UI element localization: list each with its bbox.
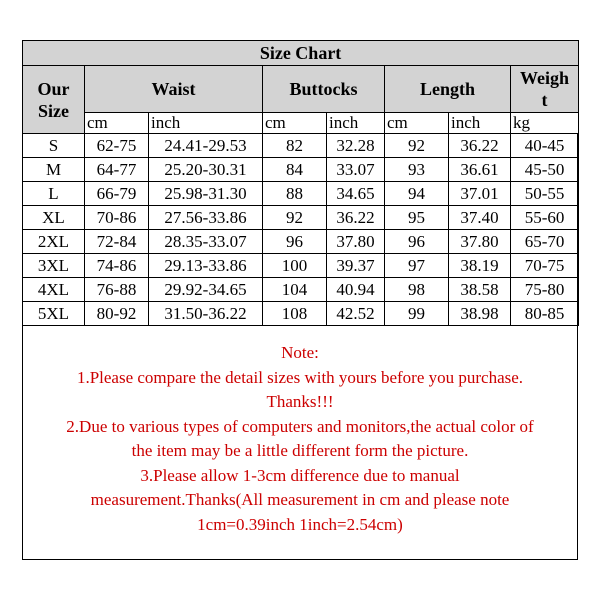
table-cell: 31.50-36.22 (149, 302, 263, 326)
size-label-cell: 3XL (23, 254, 85, 278)
table-cell: 99 (385, 302, 449, 326)
table-cell: 40-45 (511, 134, 579, 158)
table-cell: 92 (385, 134, 449, 158)
note-line: 1cm=0.39inch 1inch=2.54cm) (197, 514, 403, 534)
size-label-cell: 2XL (23, 230, 85, 254)
table-cell: 39.37 (327, 254, 385, 278)
table-cell: 28.35-33.07 (149, 230, 263, 254)
note-line: measurement.Thanks(All measurement in cm and please note (90, 490, 510, 509)
table-cell: 96 (263, 230, 327, 254)
table-cell: 32.28 (327, 134, 385, 158)
notes-section (23, 341, 577, 537)
table-cell: 96 (385, 230, 449, 254)
table-cell: 98 (385, 278, 449, 302)
chart-title: Size Chart (23, 41, 579, 66)
unit-cell: kg (511, 113, 579, 134)
note-heading: Note: (281, 343, 319, 362)
table-cell: 84 (263, 158, 327, 182)
table-cell: 108 (263, 302, 327, 326)
table-cell: 94 (385, 182, 449, 206)
table-cell: 100 (263, 254, 327, 278)
note-line: Thanks!!! (266, 392, 334, 411)
table-cell: 33.07 (327, 158, 385, 182)
header-waist: Waist (85, 66, 263, 113)
header-our-size-line1: Our (37, 78, 70, 99)
unit-cell: cm (385, 113, 449, 134)
table-cell: 25.98-31.30 (149, 182, 263, 206)
table-cell: 70-75 (511, 254, 579, 278)
header-our-size (23, 66, 85, 134)
table-cell: 75-80 (511, 278, 579, 302)
table-row (23, 302, 579, 326)
table-cell: 37.01 (449, 182, 511, 206)
note-line: the item may be a little different form the picture. (131, 441, 469, 460)
table-cell: 40.94 (327, 278, 385, 302)
table-row (23, 206, 579, 230)
table-cell: 65-70 (511, 230, 579, 254)
table-cell: 80-85 (511, 302, 579, 326)
table-cell: 72-84 (85, 230, 149, 254)
size-label-cell: 5XL (23, 302, 85, 326)
table-cell: 45-50 (511, 158, 579, 182)
note-line: 1.Please compare the detail sizes with yours before you purchase. (76, 367, 524, 387)
table-cell: 80-92 (85, 302, 149, 326)
header-weight-line1: Weigh (520, 68, 570, 88)
table-cell: 27.56-33.86 (149, 206, 263, 230)
table-cell: 76-88 (85, 278, 149, 302)
size-label-cell: S (23, 134, 85, 158)
unit-cell: cm (85, 113, 149, 134)
header-length: Length (385, 66, 511, 113)
table-row (23, 182, 579, 206)
table-cell: 38.98 (449, 302, 511, 326)
table-cell: 62-75 (85, 134, 149, 158)
table-cell: 64-77 (85, 158, 149, 182)
table-cell: 82 (263, 134, 327, 158)
note-line: 3.Please allow 1-3cm difference due to manual (140, 465, 460, 485)
table-body (23, 134, 579, 326)
table-row (23, 254, 579, 278)
table-cell: 37.80 (327, 230, 385, 254)
header-weight (511, 66, 579, 113)
table-cell: 66-79 (85, 182, 149, 206)
unit-cell: cm (263, 113, 327, 134)
table-cell: 93 (385, 158, 449, 182)
table-cell: 36.22 (327, 206, 385, 230)
size-table (22, 40, 579, 326)
table-cell: 92 (263, 206, 327, 230)
table-cell: 55-60 (511, 206, 579, 230)
table-cell: 42.52 (327, 302, 385, 326)
table-cell: 34.65 (327, 182, 385, 206)
unit-cell: inch (327, 113, 385, 134)
table-cell: 36.61 (449, 158, 511, 182)
unit-cell: inch (449, 113, 511, 134)
table-row (23, 230, 579, 254)
table-cell: 36.22 (449, 134, 511, 158)
header-buttocks: Buttocks (263, 66, 385, 113)
table-cell: 88 (263, 182, 327, 206)
size-label-cell: 4XL (23, 278, 85, 302)
size-label-cell: XL (23, 206, 85, 230)
table-cell: 74-86 (85, 254, 149, 278)
unit-cell: inch (149, 113, 263, 134)
table-cell: 95 (385, 206, 449, 230)
note-line: 2.Due to various types of computers and monitors,the actual color of (66, 416, 534, 436)
table-cell: 29.92-34.65 (149, 278, 263, 302)
header-weight-line2: t (541, 90, 548, 110)
table-cell: 97 (385, 254, 449, 278)
table-cell: 24.41-29.53 (149, 134, 263, 158)
size-label-cell: M (23, 158, 85, 182)
table-cell: 70-86 (85, 206, 149, 230)
table-row (23, 278, 579, 302)
table-cell: 29.13-33.86 (149, 254, 263, 278)
table-cell: 38.58 (449, 278, 511, 302)
table-cell: 38.19 (449, 254, 511, 278)
header-our-size-line2: Size (38, 100, 69, 121)
table-cell: 37.40 (449, 206, 511, 230)
table-row (23, 134, 579, 158)
unit-row (23, 113, 579, 134)
table-cell: 50-55 (511, 182, 579, 206)
size-label-cell: L (23, 182, 85, 206)
table-row (23, 158, 579, 182)
table-cell: 104 (263, 278, 327, 302)
size-chart (22, 40, 578, 560)
table-cell: 25.20-30.31 (149, 158, 263, 182)
table-cell: 37.80 (449, 230, 511, 254)
